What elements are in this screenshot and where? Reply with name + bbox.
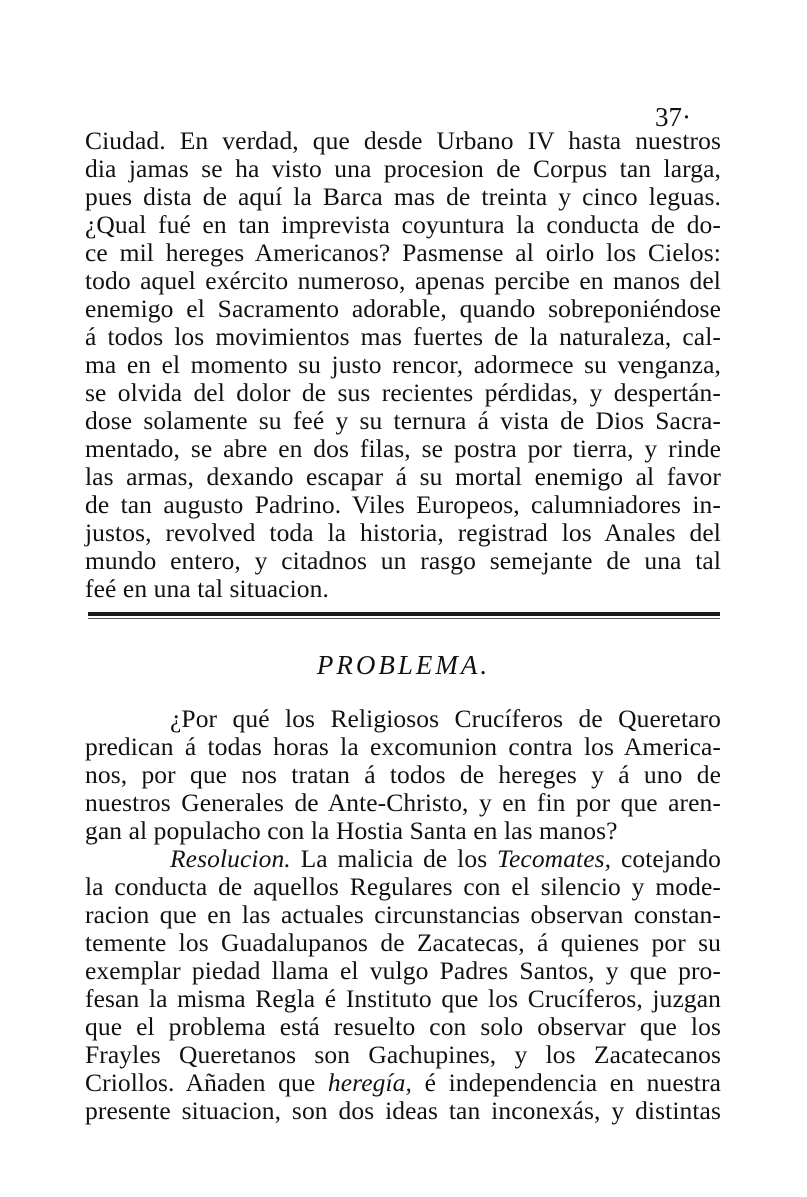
text-line: mentado, se abre en dos filas, se postra por tierra, y rinde [85, 434, 721, 463]
text-line: que el problema está resuelto con solo observar que los [85, 1012, 721, 1041]
text-line: presente situacion, son dos ideas tan inconexás, y distintas [85, 1096, 721, 1125]
text-line: gan al populacho con la Hostia Santa en las manos? [85, 816, 618, 845]
text-span: La malicia de los [290, 844, 498, 873]
text-line [170, 846, 721, 872]
page-number: 37· [655, 102, 691, 132]
text-line: mundo entero, y citadnos un rasgo semejante de una tal [85, 546, 721, 575]
text-line: temente los Guadalupanos de Zacatecas, á quienes por su [85, 928, 721, 957]
section-divider [88, 612, 720, 616]
text-line: nos, por que nos tratan á todos de hereges y á uno de [85, 760, 721, 789]
resolution-label: Resolucion. [170, 844, 291, 873]
text-line: las armas, dexando escapar á su mortal enemigo al favor [85, 462, 721, 491]
text-line: á todos los movimientos mas fuertes de la naturaleza, cal- [85, 322, 721, 351]
text-line: fesan la misma Regla é Instituto que los Crucíferos, juzgan [85, 984, 721, 1013]
text-line: feé en una tal situacion. [85, 574, 329, 603]
text-span: é independencia en nuestra [412, 1068, 721, 1097]
text-line: ce mil hereges Americanos? Pasmense al oirlo los Cielos: [85, 238, 721, 267]
text-line: pues dista de aquí la Barca mas de treinta y cinco leguas. [85, 182, 721, 211]
section-divider-thin [88, 618, 720, 619]
text-line: Ciudad. En verdad, que desde Urbano IV hasta nuestros [85, 126, 721, 155]
text-line: racion que en las actuales circunstancias observan constan- [85, 900, 721, 929]
italic-term: Tecomates, [497, 844, 612, 873]
text-line [85, 1070, 721, 1096]
text-line: la conducta de aquellos Regulares con el silencio y mode- [85, 872, 721, 901]
text-line: Frayles Queretanos son Gachupines, y los Zacatecanos [85, 1040, 721, 1069]
text-line: exemplar piedad llama el vulgo Padres Santos, y que pro- [85, 956, 721, 985]
text-span: cotejando [611, 844, 721, 873]
text-line: enemigo el Sacramento adorable, quando sobreponiéndose [85, 294, 721, 323]
text-line: predican á todas horas la excomunion contra los America- [85, 732, 721, 761]
text-span: Criollos. Añaden que [85, 1068, 328, 1097]
text-line: se olvida del dolor de sus recientes pérdidas, y despertán- [85, 378, 721, 407]
text-line: justos, revolved toda la historia, registrad los Anales del [85, 518, 721, 547]
text-line: dose solamente su feé y su ternura á vista de Dios Sacra- [85, 406, 721, 435]
text-line: todo aquel exército numeroso, apenas percibe en manos del [85, 266, 721, 295]
text-line: de tan augusto Padrino. Viles Europeos, calumniadores in- [85, 490, 721, 519]
italic-term: heregía, [327, 1068, 412, 1097]
text-line: dia jamas se ha visto una procesion de Corpus tan larga, [85, 154, 721, 183]
text-line: nuestros Generales de Ante-Christo, y en fin por que aren- [85, 788, 721, 817]
text-line: ma en el momento su justo rencor, adormece su venganza, [85, 350, 721, 379]
section-heading: PROBLEMA. [316, 650, 491, 680]
text-line: ¿Qual fué en tan imprevista coyuntura la conducta de do- [85, 210, 721, 239]
text-line: ¿Por qué los Religiosos Crucíferos de Queretaro [170, 704, 721, 733]
